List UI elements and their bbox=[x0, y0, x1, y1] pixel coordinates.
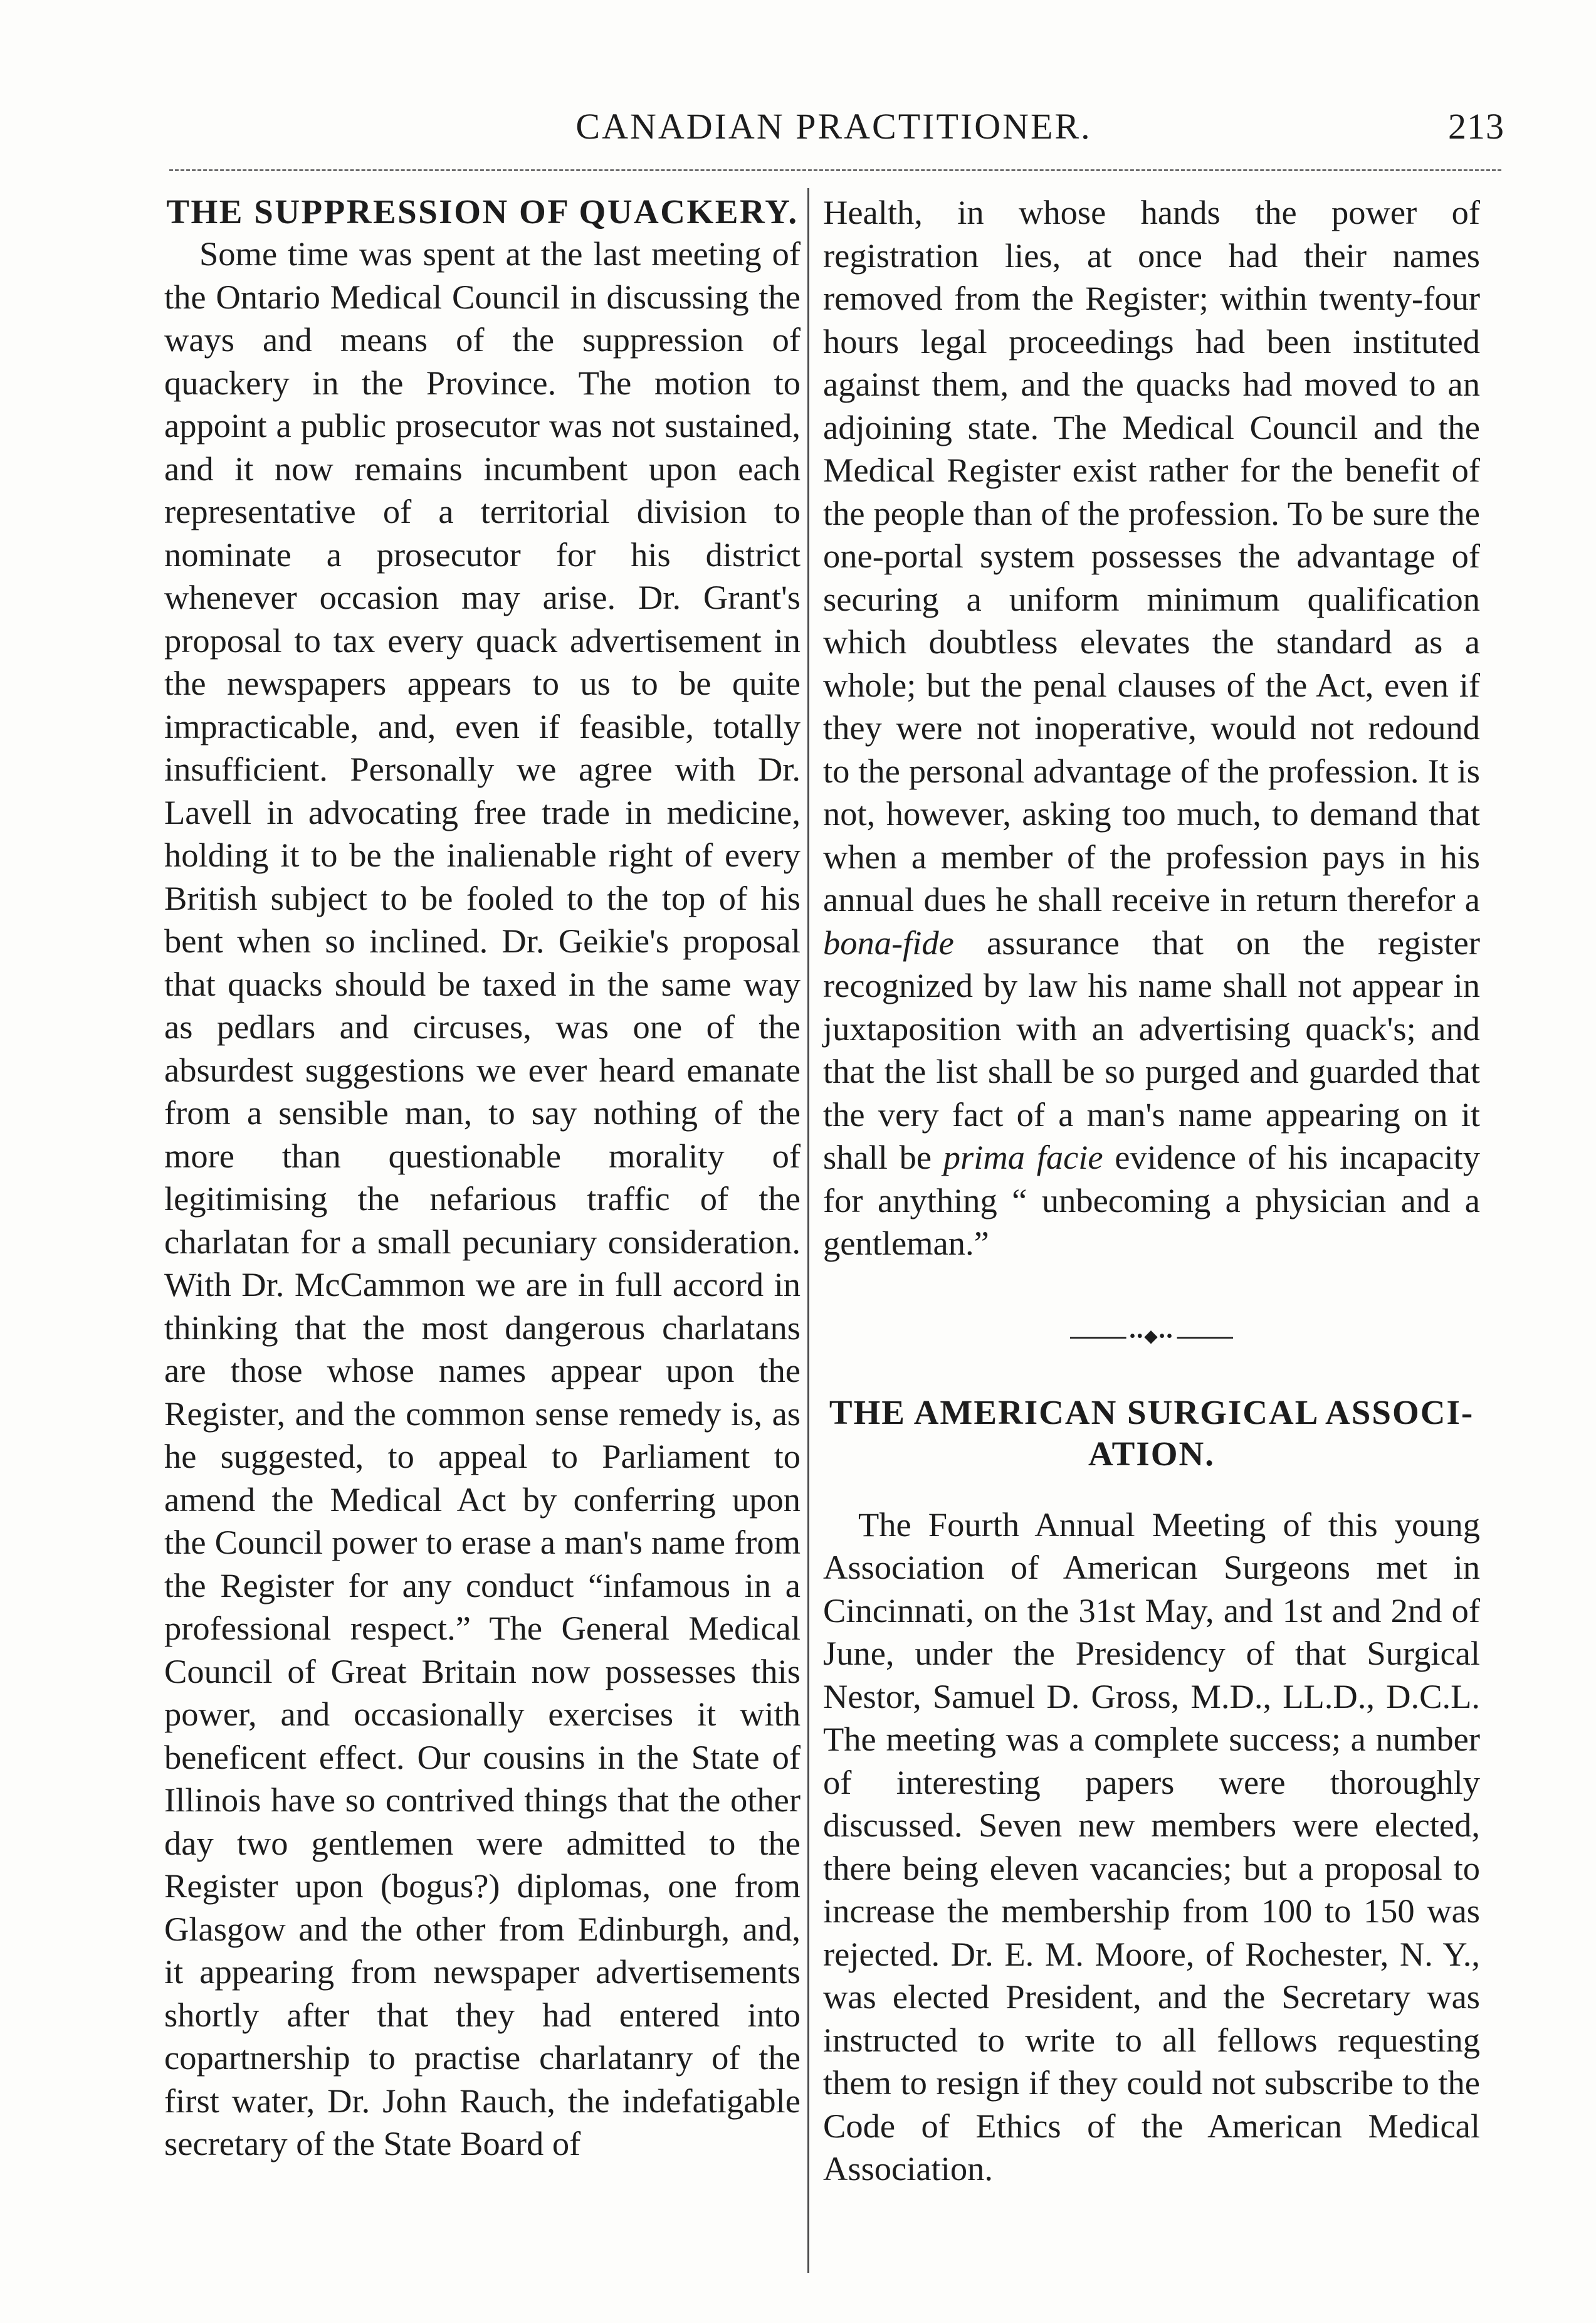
left-column bbox=[164, 191, 801, 2166]
heading-line-1: THE AMERICAN SURGICAL ASSOCI- bbox=[829, 1393, 1474, 1431]
continuation-text-2: assurance that on the register recognized by law his name shall not appear in juxtaposition with an advertising quack's; and that the list shall be so purged and guarded that the very fact of a man's name appearing on it shall be bbox=[823, 923, 1480, 1176]
article-heading-surgical-association bbox=[823, 1392, 1480, 1475]
column-divider bbox=[807, 188, 809, 2273]
article-heading-quackery: THE SUPPRESSION OF QUACKERY. bbox=[166, 192, 799, 231]
running-head bbox=[163, 94, 1504, 163]
section-divider bbox=[1070, 1326, 1233, 1346]
article-continuation bbox=[823, 191, 1480, 1265]
heading-line-2: ATION. bbox=[1088, 1434, 1215, 1473]
article-body-surgical-association: The Fourth Annual Meeting of this young Association of American Surgeons met in Cincinnati, on the 31st May, and 1st and 2nd of June, under the Presidency of that Surgical Nestor, Samuel D. Gross, M.D., LL.D., D.C.L. The meeting was a complete success; a number of interesting papers were thoroughly discussed. Seven new members were elected, there being eleven vacancies; but a proposal to increase the membership from 100 to 150 was rejected. Dr. E. M. Moore, of Rochester, N. Y., was elected President, and the Secretary was instructed to write to all fellows requesting them to resign if they could not subscribe to the Code of Ethics of the American Medical Association. bbox=[823, 1505, 1480, 2188]
continuation-text-1: Health, in whose hands the power of registration lies, at once had their names removed from the Register; within twenty-four hours legal proceedings had been instituted against them, and the quacks had moved to an adjoining state. The Medical Council and the Medical Register exist rather for the benefit of the people than of the profession. To be sure the one-portal system possesses the advantage of securing a uniform minimum qualification which doubtless elevates the standard as a whole; but the penal clauses of the Act, even if they were not inoperative, would not redound to the personal advantage of the profession. It is not, however, asking too much, to demand that when a member of the profession pays in his annual dues he shall receive in return therefor a bbox=[823, 193, 1480, 919]
divider-ornament: ••◆•• bbox=[1126, 1329, 1177, 1344]
journal-title: CANADIAN PRACTITIONER. bbox=[575, 106, 1092, 147]
italic-bona-fide: bona-fide bbox=[823, 923, 954, 962]
article-body-quackery: Some time was spent at the last meeting of the Ontario Medical Council in discussing the ways and means of the suppression of quackery in the Province. The motion to appoint a public prosecutor was not sustained, and it now remains incumbent upon each representative of a territorial division to nominate a prosecutor for his district whenever occasion may arise. Dr. Grant's proposal to tax every quack advertisement in the newspapers appears to us to be quite impracticable, and, even if feasible, totally insufficient. Personally we agree with Dr. Lavell in advocating free trade in medicine, holding it to be the inalienable right of every British subject to be fooled to the top of his bent when so inclined. Dr. Geikie's proposal that quacks should be taxed in the same way as pedlars and circuses, was one of the absurdest suggestions we ever heard emanate from a sensible man, to say nothing of the more than questionable morality of legitimising the nefarious traffic of the charlatan for a small pecuniary consideration. With Dr. McCammon we are in full accord in thinking that the most dangerous charlatans are those whose names appear upon the Register, and the common sense remedy is, as he suggested, to appeal to Parliament to amend the Medical Act by conferring upon the Council power to erase a man's name from the Register for any conduct “infamous in a professional respect.” The General Medical Council of Great Britain now possesses this power, and occasionally exercises it with beneficent effect. Our cousins in the State of Illinois have so contrived things that the other day two gentlemen were admitted to the Register upon (bogus?) diplomas, one from Glasgow and the other from Edinburgh, and, it appearing from newspaper advertisements shortly after that they had entered into copartnership to practise charlatanry of the first water, Dr. John Rauch, the indefatigable secretary of the State Board of bbox=[164, 234, 801, 2162]
header-rule bbox=[169, 169, 1501, 171]
right-column bbox=[823, 191, 1480, 2191]
italic-prima-facie: prima facie bbox=[943, 1138, 1103, 1176]
page-number: 213 bbox=[1448, 106, 1504, 147]
continuation-text-3: evidence of his incapacity for anything “ unbecoming a physician and a gentleman.” bbox=[823, 1138, 1480, 1262]
